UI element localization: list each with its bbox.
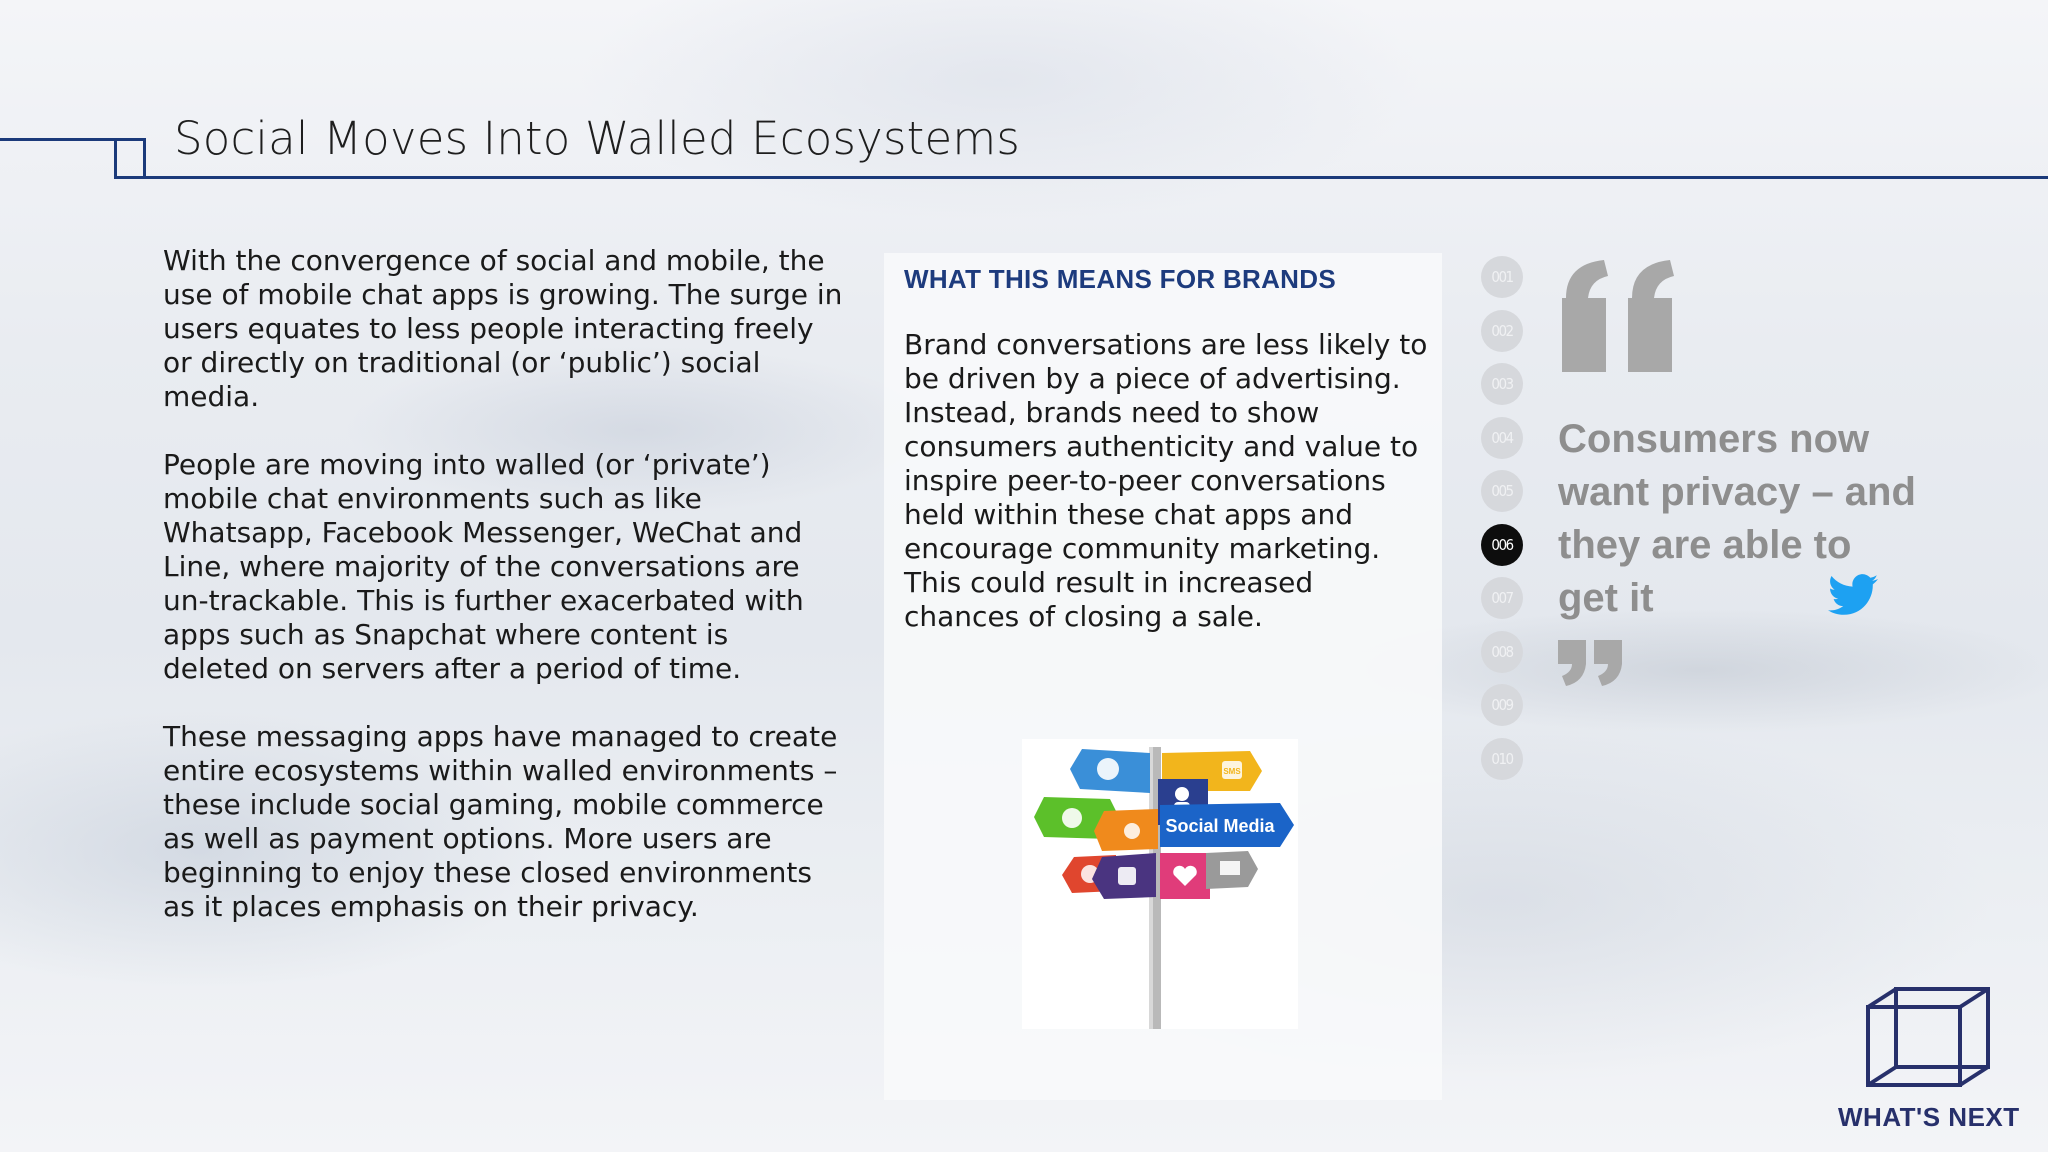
quote-text: Consumers now want privacy – and they are able to get it [1558, 417, 1916, 620]
open-quote-icon [1556, 258, 1682, 378]
twitter-bird-icon[interactable] [1828, 574, 1878, 620]
left-paragraph-2: People are moving into walled (or ‘private’) mobile chat environments such as like Whatsapp, Facebook Messenger, WeChat and Line, where majority of the conversations are un-trackable. This is further exacerbated with apps such as Snapchat where content is deleted on servers after a period of time. [163, 448, 804, 685]
pager-dot-008[interactable]: 008 [1481, 631, 1523, 673]
slide-title: Social Moves Into Walled Ecosystems [174, 112, 1021, 165]
slide-pager[interactable] [1481, 256, 1525, 791]
pager-dot-007[interactable]: 007 [1481, 577, 1523, 619]
signpost-graphic [1022, 739, 1298, 1029]
close-quote-icon [1556, 638, 1626, 692]
pager-dot-003[interactable]: 003 [1481, 363, 1523, 405]
left-paragraph-3: These messaging apps have managed to create entire ecosystems within walled environments – these include social gaming, mobile commerce as well as payment options. More users are beginning to enjoy these closed environments as it places emphasis on their privacy. [163, 720, 838, 923]
pager-dot-002[interactable]: 002 [1481, 310, 1523, 352]
brands-heading: WHAT THIS MEANS FOR BRANDS [904, 264, 1336, 294]
pager-dot-006-active[interactable]: 006 [1481, 524, 1523, 566]
title-rule-left [0, 138, 118, 141]
whats-next-logo-text: WHAT'S NEXT [1838, 1102, 2020, 1132]
brands-panel [884, 253, 1442, 1100]
left-text-column [163, 244, 843, 958]
pager-dot-001[interactable]: 001 [1481, 256, 1523, 298]
brands-body: Brand conversations are less likely to be driven by a piece of advertising. Instead, brands need to show consumers authenticity and value to inspire peer-to-peer conversations held within these chat apps and encourage community marketing. This could result in increased chances of closing a sale. [904, 328, 1428, 633]
title-bracket [114, 138, 146, 179]
pager-dot-009[interactable]: 009 [1481, 684, 1523, 726]
pager-dot-004[interactable]: 004 [1481, 417, 1523, 459]
left-paragraph-1: With the convergence of social and mobile, the use of mobile chat apps is growing. The surge in users equates to less people interacting freely or directly on traditional (or ‘public’) social media. [163, 244, 843, 413]
pager-dot-005[interactable]: 005 [1481, 470, 1523, 512]
pager-dot-010[interactable]: 010 [1481, 738, 1523, 780]
whats-next-cube-logo-icon [1864, 985, 1992, 1093]
title-rule [114, 176, 2048, 179]
social-media-sign-label: Social Media [1165, 816, 1275, 836]
sms-label: SMS [1223, 767, 1241, 776]
social-media-signpost-image [1022, 739, 1298, 1029]
